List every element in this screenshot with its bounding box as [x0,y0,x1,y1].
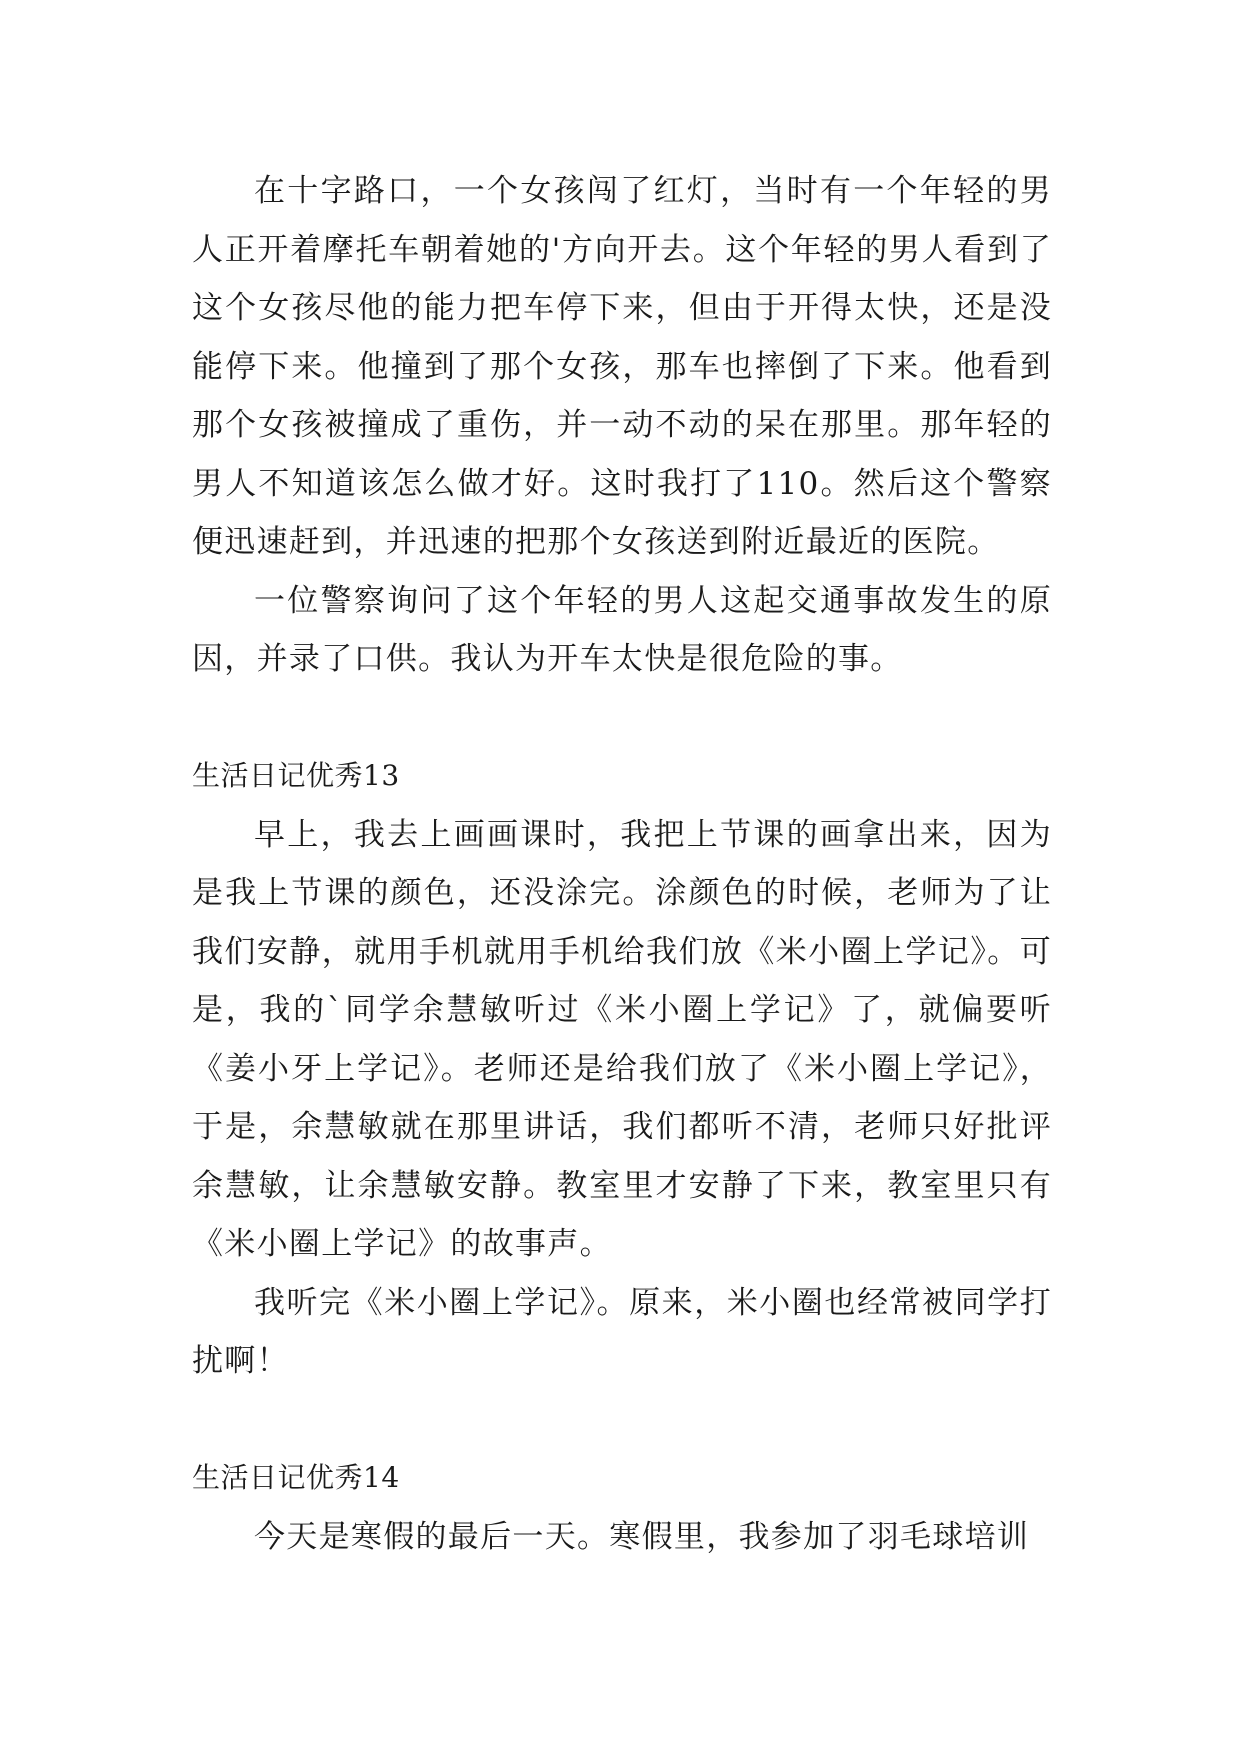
paragraph: 在十字路口，一个女孩闯了红灯，当时有一个年轻的男人正开着摩托车朝着她的'方向开去。这个年轻的男人看到了这个女孩尽他的能力把车停下来，但由于开得太快，还是没能停下来。他撞到了那个女孩，那车也摔倒了下来。他看到那个女孩被撞成了重伤，并一动不动的呆在那里。那年轻的男人不知道该怎么做才好。这时我打了110。然后这个警察便迅速赶到，并迅速的把那个女孩送到附近最近的医院。 [192,173,1052,560]
paragraph: 我听完《米小圈上学记》。原来，米小圈也经常被同学打扰啊！ [192,1284,1052,1379]
document-page [192,162,1052,1566]
paragraph: 一位警察询问了这个年轻的男人这起交通事故发生的原因，并录了口供。我认为开车太快是很危险的事。 [192,582,1052,677]
paragraph: 今天是寒假的最后一天。寒假里，我参加了羽毛球培训 [254,1518,1030,1555]
paragraph: 早上，我去上画画课时，我把上节课的画拿出来，因为是我上节课的颜色，还没涂完。涂颜色的时候，老师为了让我们安静，就用手机就用手机给我们放《米小圈上学记》。可是，我的`同学余慧敏听过《米小圈上学记》了，就偏要听《姜小牙上学记》。老师还是给我们放了《米小圈上学记》，于是，余慧敏就在那里讲话，我们都听不清，老师只好批评余慧敏，让余慧敏安静。教室里才安静了下来，教室里只有《米小圈上学记》的故事声。 [192,816,1052,1262]
section-heading: 生活日记优秀13 [192,759,400,792]
section-heading: 生活日记优秀14 [192,1461,400,1494]
section-gap [192,689,1052,748]
section-gap [192,1391,1052,1450]
